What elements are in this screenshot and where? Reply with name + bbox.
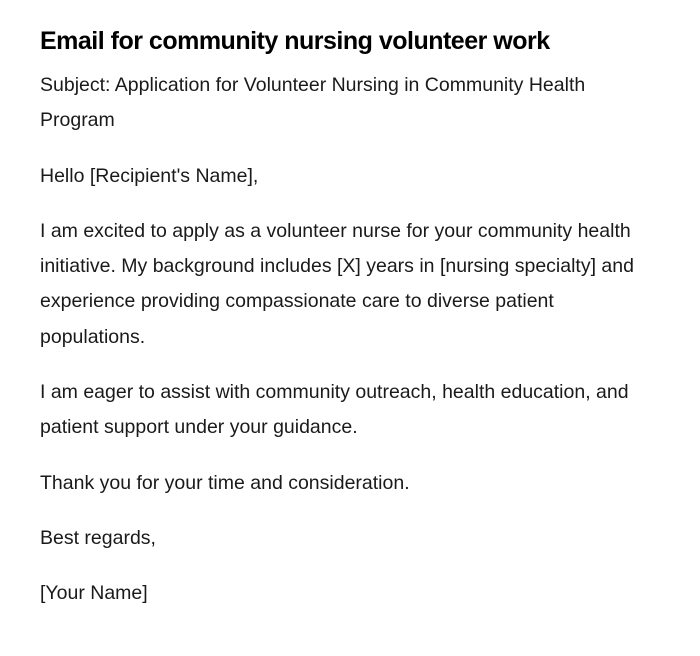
email-thanks: Thank you for your time and consideration. — [40, 471, 410, 494]
email-greeting: Hello [Recipient's Name], — [40, 164, 259, 187]
email-signature: [Your Name] — [40, 582, 148, 605]
email-subject-line: Subject: Application for Volunteer Nursing in Community Health Program — [40, 74, 586, 132]
email-body-paragraph-2: I am eager to assist with community outreach, health education, and patient support under your guidance. — [40, 381, 629, 439]
email-body-paragraph-1: I am excited to apply as a volunteer nurse for your community health initiative. My background includes [X] years in [nursing specialty] and experience providing compassionate care to diverse patient populations. — [40, 219, 634, 348]
email-closing: Best regards, — [40, 526, 156, 549]
document-title: Email for community nursing volunteer work — [40, 27, 550, 55]
